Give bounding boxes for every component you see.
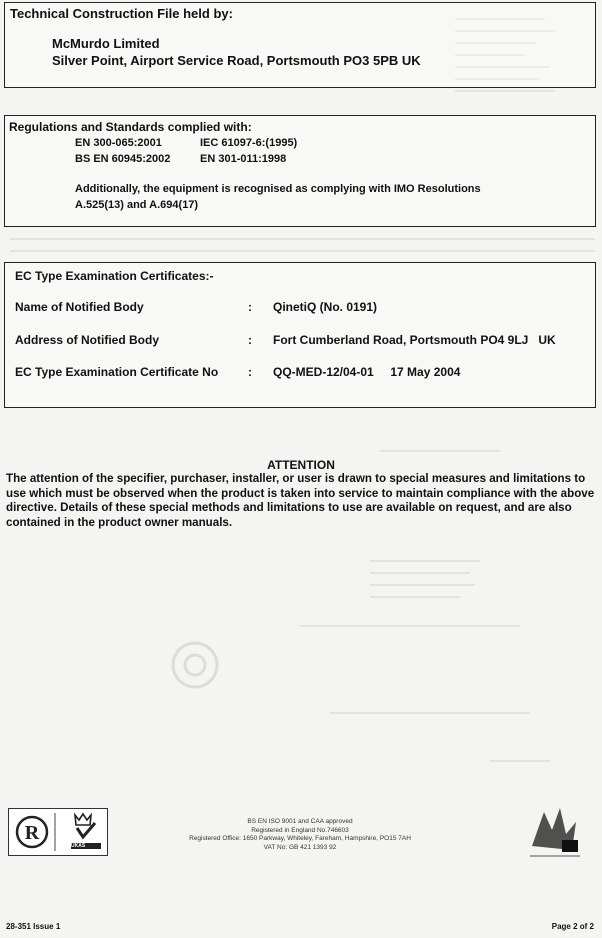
- certificate-number-value: QQ-MED-12/04-01 17 May 2004: [273, 365, 461, 379]
- field-separator: :: [248, 300, 252, 314]
- attention-title: ATTENTION: [267, 458, 335, 472]
- ec-certificates-heading: EC Type Examination Certificates:-: [15, 269, 214, 283]
- company-logo-icon: [522, 800, 586, 864]
- technical-file-box: [4, 2, 596, 88]
- ghost-emblem-icon: [160, 630, 230, 700]
- imo-note-line-1: Additionally, the equipment is recognised as complying with IMO Resolutions: [75, 183, 481, 195]
- field-separator: :: [248, 333, 252, 347]
- footer-line: Registered Office: 1650 Parkway, Whiteley, Fareham, Hampshire, PO15 7AH: [189, 835, 411, 842]
- company-registration-info: [150, 818, 450, 852]
- imo-note-line-2: A.525(13) and A.694(17): [75, 199, 199, 211]
- ukas-label: UKAS: [71, 843, 86, 849]
- ghost-line: [370, 572, 470, 574]
- ghost-line: [370, 560, 480, 562]
- ghost-line: [370, 596, 460, 598]
- company-name: McMurdo Limited: [52, 36, 160, 51]
- ghost-line: [490, 760, 550, 762]
- regulations-heading: Regulations and Standards complied with:: [9, 120, 252, 134]
- certificate-number-label: EC Type Examination Certificate No: [15, 365, 219, 379]
- company-address: Silver Point, Airport Service Road, Portsmouth PO3 5PB UK: [52, 53, 421, 68]
- standard-item: EN 301-011:1998: [200, 153, 287, 165]
- standard-item: EN 300-065:2001: [75, 137, 162, 149]
- regulations-box: [4, 115, 596, 227]
- standard-item: BS EN 60945:2002: [75, 153, 171, 165]
- technical-file-heading: Technical Construction File held by:: [10, 6, 233, 21]
- ghost-line: [370, 584, 475, 586]
- notified-body-name-label: Name of Notified Body: [15, 300, 144, 314]
- page-number: Page 2 of 2: [551, 922, 594, 931]
- ghost-line: [455, 90, 555, 92]
- svg-text:R: R: [24, 822, 40, 844]
- notified-body-address-value: Fort Cumberland Road, Portsmouth PO4 9LJ UK: [273, 333, 556, 347]
- standard-item: IEC 61097-6:(1995): [200, 137, 298, 149]
- notified-body-address-label: Address of Notified Body: [15, 333, 160, 347]
- ghost-line: [380, 450, 500, 452]
- ec-certificates-box: [4, 262, 596, 408]
- ghost-line: [330, 712, 530, 714]
- notified-body-name-value: QinetiQ (No. 0191): [273, 300, 378, 314]
- field-separator: :: [248, 365, 252, 379]
- document-reference: 28-351 Issue 1: [6, 922, 61, 931]
- footer-line: BS EN ISO 9001 and CAA approved: [247, 818, 353, 825]
- footer-line: VAT No: GB 421 1393 92: [263, 843, 337, 851]
- footer-line: Registered in England No.746603: [251, 826, 349, 834]
- ghost-line: [10, 238, 595, 240]
- certification-logos: [8, 808, 108, 856]
- attention-body: The attention of the specifier, purchaser, installer, or user is drawn to special measures and limitations to use which must be observed when the product is taken into service to maintain compliance with the above directive. Details of these special methods and limitations to use are available on request, and are also contained in the product owner manuals.: [6, 472, 595, 529]
- ghost-line: [300, 625, 520, 627]
- ghost-line: [10, 250, 595, 252]
